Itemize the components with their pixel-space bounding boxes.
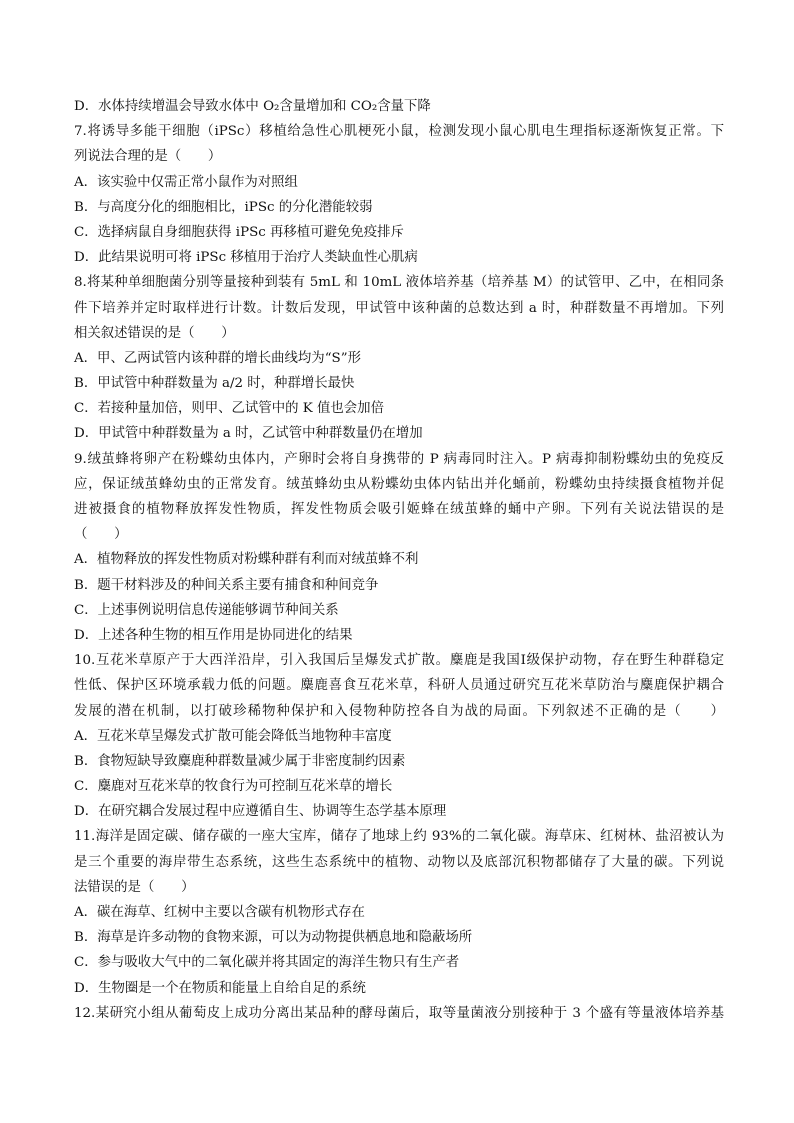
text-line: A．甲、乙两试管内该种群的增长曲线均为“S”形: [74, 350, 361, 366]
text-line: 9.绒茧蜂将卵产在粉蝶幼虫体内，产卵时会将自身携带的 P 病毒同时注入。P 病毒抑制粉蝶幼虫的免疫反: [74, 451, 724, 467]
text-line: C．若接种量加倍，则甲、乙试管中的 K 值也会加倍: [74, 401, 384, 417]
text-line: B．食物短缺导致麋鹿种群数量减少属于非密度制约因素: [74, 753, 406, 769]
text-line: D．上述各种生物的相互作用是协同进化的结果: [74, 627, 353, 643]
text-line: 10.互花米草原产于大西洋沿岸，引入我国后呈爆发式扩散。麋鹿是我国Ⅰ级保护动物，存在野生种群稳定: [74, 653, 724, 669]
document-page: [74, 94, 724, 1026]
text-line: 12.某研究小组从葡萄皮上成功分离出某品种的酵母菌后，取等量菌液分别接种于 3 个盛有等量液体培养基: [74, 1005, 724, 1021]
text-line: C．选择病鼠自身细胞获得 iPSc 再移植可避免免疫排斥: [74, 224, 404, 240]
text-line: 性低、保护区环境承载力低的问题。麋鹿喜食互花米草，科研人员通过研究互花米草防治与麋鹿保护耦合: [74, 678, 724, 694]
text-line: 法错误的是（ ）: [74, 879, 195, 895]
text-line: B．与高度分化的细胞相比，iPSc 的分化潜能较弱: [74, 199, 373, 215]
text-line: C．麋鹿对互花米草的牧食行为可控制互花米草的增长: [74, 779, 393, 795]
text-line: D．水体持续增温会导致水体中 O₂含量增加和 CO₂含量下降: [74, 99, 431, 114]
text-line: A．植物释放的挥发性物质对粉蝶种群有利而对绒茧蜂不利: [74, 552, 419, 568]
text-line: （ ）: [74, 527, 128, 543]
text-line: B．海草是许多动物的食物来源，可以为动物提供栖息地和隐蔽场所: [74, 930, 473, 946]
text-line: 7.将诱导多能干细胞（iPSc）移植给急性心肌梗死小鼠，检测发现小鼠心肌电生理指标逐渐恢复正常。下: [74, 124, 724, 140]
text-line: D．生物圈是一个在物质和能量上自给自足的系统: [74, 980, 366, 996]
text-line: 件下培养并定时取样进行计数。计数后发现，甲试管中该种菌的总数达到 a 时，种群数量不再增加。下列: [74, 300, 724, 316]
text-line: D．在研究耦合发展过程中应遵循自生、协调等生态学基本原理: [74, 804, 447, 820]
text-line: D．此结果说明可将 iPSc 移植用于治疗人类缺血性心肌病: [74, 250, 418, 266]
text-line: 列说法合理的是（ ）: [74, 149, 222, 165]
text-line: 应，保证绒茧蜂幼虫的正常发育。绒茧蜂幼虫从粉蝶幼虫体内钻出并化蛹前，粉蝶幼虫持续摄食植物并促: [74, 476, 724, 492]
text-line: 8.将某种单细胞菌分别等量接种到装有 5mL 和 10mL 液体培养基（培养基 M）的试管甲、乙中，在相同条: [74, 275, 724, 291]
text-line: D．甲试管中种群数量为 a 时，乙试管中种群数量仍在增加: [74, 426, 423, 442]
text-line: C．参与吸收大气中的二氧化碳并将其固定的海洋生物只有生产者: [74, 955, 460, 971]
text-line: B．题干材料涉及的种间关系主要有捕食和种间竞争: [74, 577, 379, 593]
text-line: 发展的潜在机制，以打破珍稀物种保护和入侵物种防控各自为战的局面。下列叙述不正确的是（ ）: [74, 703, 724, 719]
text-line: A．该实验中仅需正常小鼠作为对照组: [74, 174, 298, 190]
text-line: A．互花米草呈爆发式扩散可能会降低当地物种丰富度: [74, 728, 392, 744]
text-line: B．甲试管中种群数量为 a/2 时，种群增长最快: [74, 376, 355, 392]
text-line: A．碳在海草、红树中主要以含碳有机物形式存在: [74, 905, 365, 920]
text-line: 11.海洋是固定碳、储存碳的一座大宝库，储存了地球上约 93%的二氧化碳。海草床、红树林、盐沼被认为: [74, 829, 724, 845]
text-line: 相关叙述错误的是（ ）: [74, 325, 235, 341]
text-line: 是三个重要的海岸带生态系统，这些生态系统中的植物、动物以及底部沉积物都储存了大量的碳。下列说: [74, 854, 724, 870]
text-line: C．上述事例说明信息传递能够调节种间关系: [74, 602, 339, 618]
text-line: 进被摄食的植物释放挥发性物质，挥发性物质会吸引姬蜂在绒茧蜂的蛹中产卵。下列有关说法错误的是: [74, 502, 724, 517]
